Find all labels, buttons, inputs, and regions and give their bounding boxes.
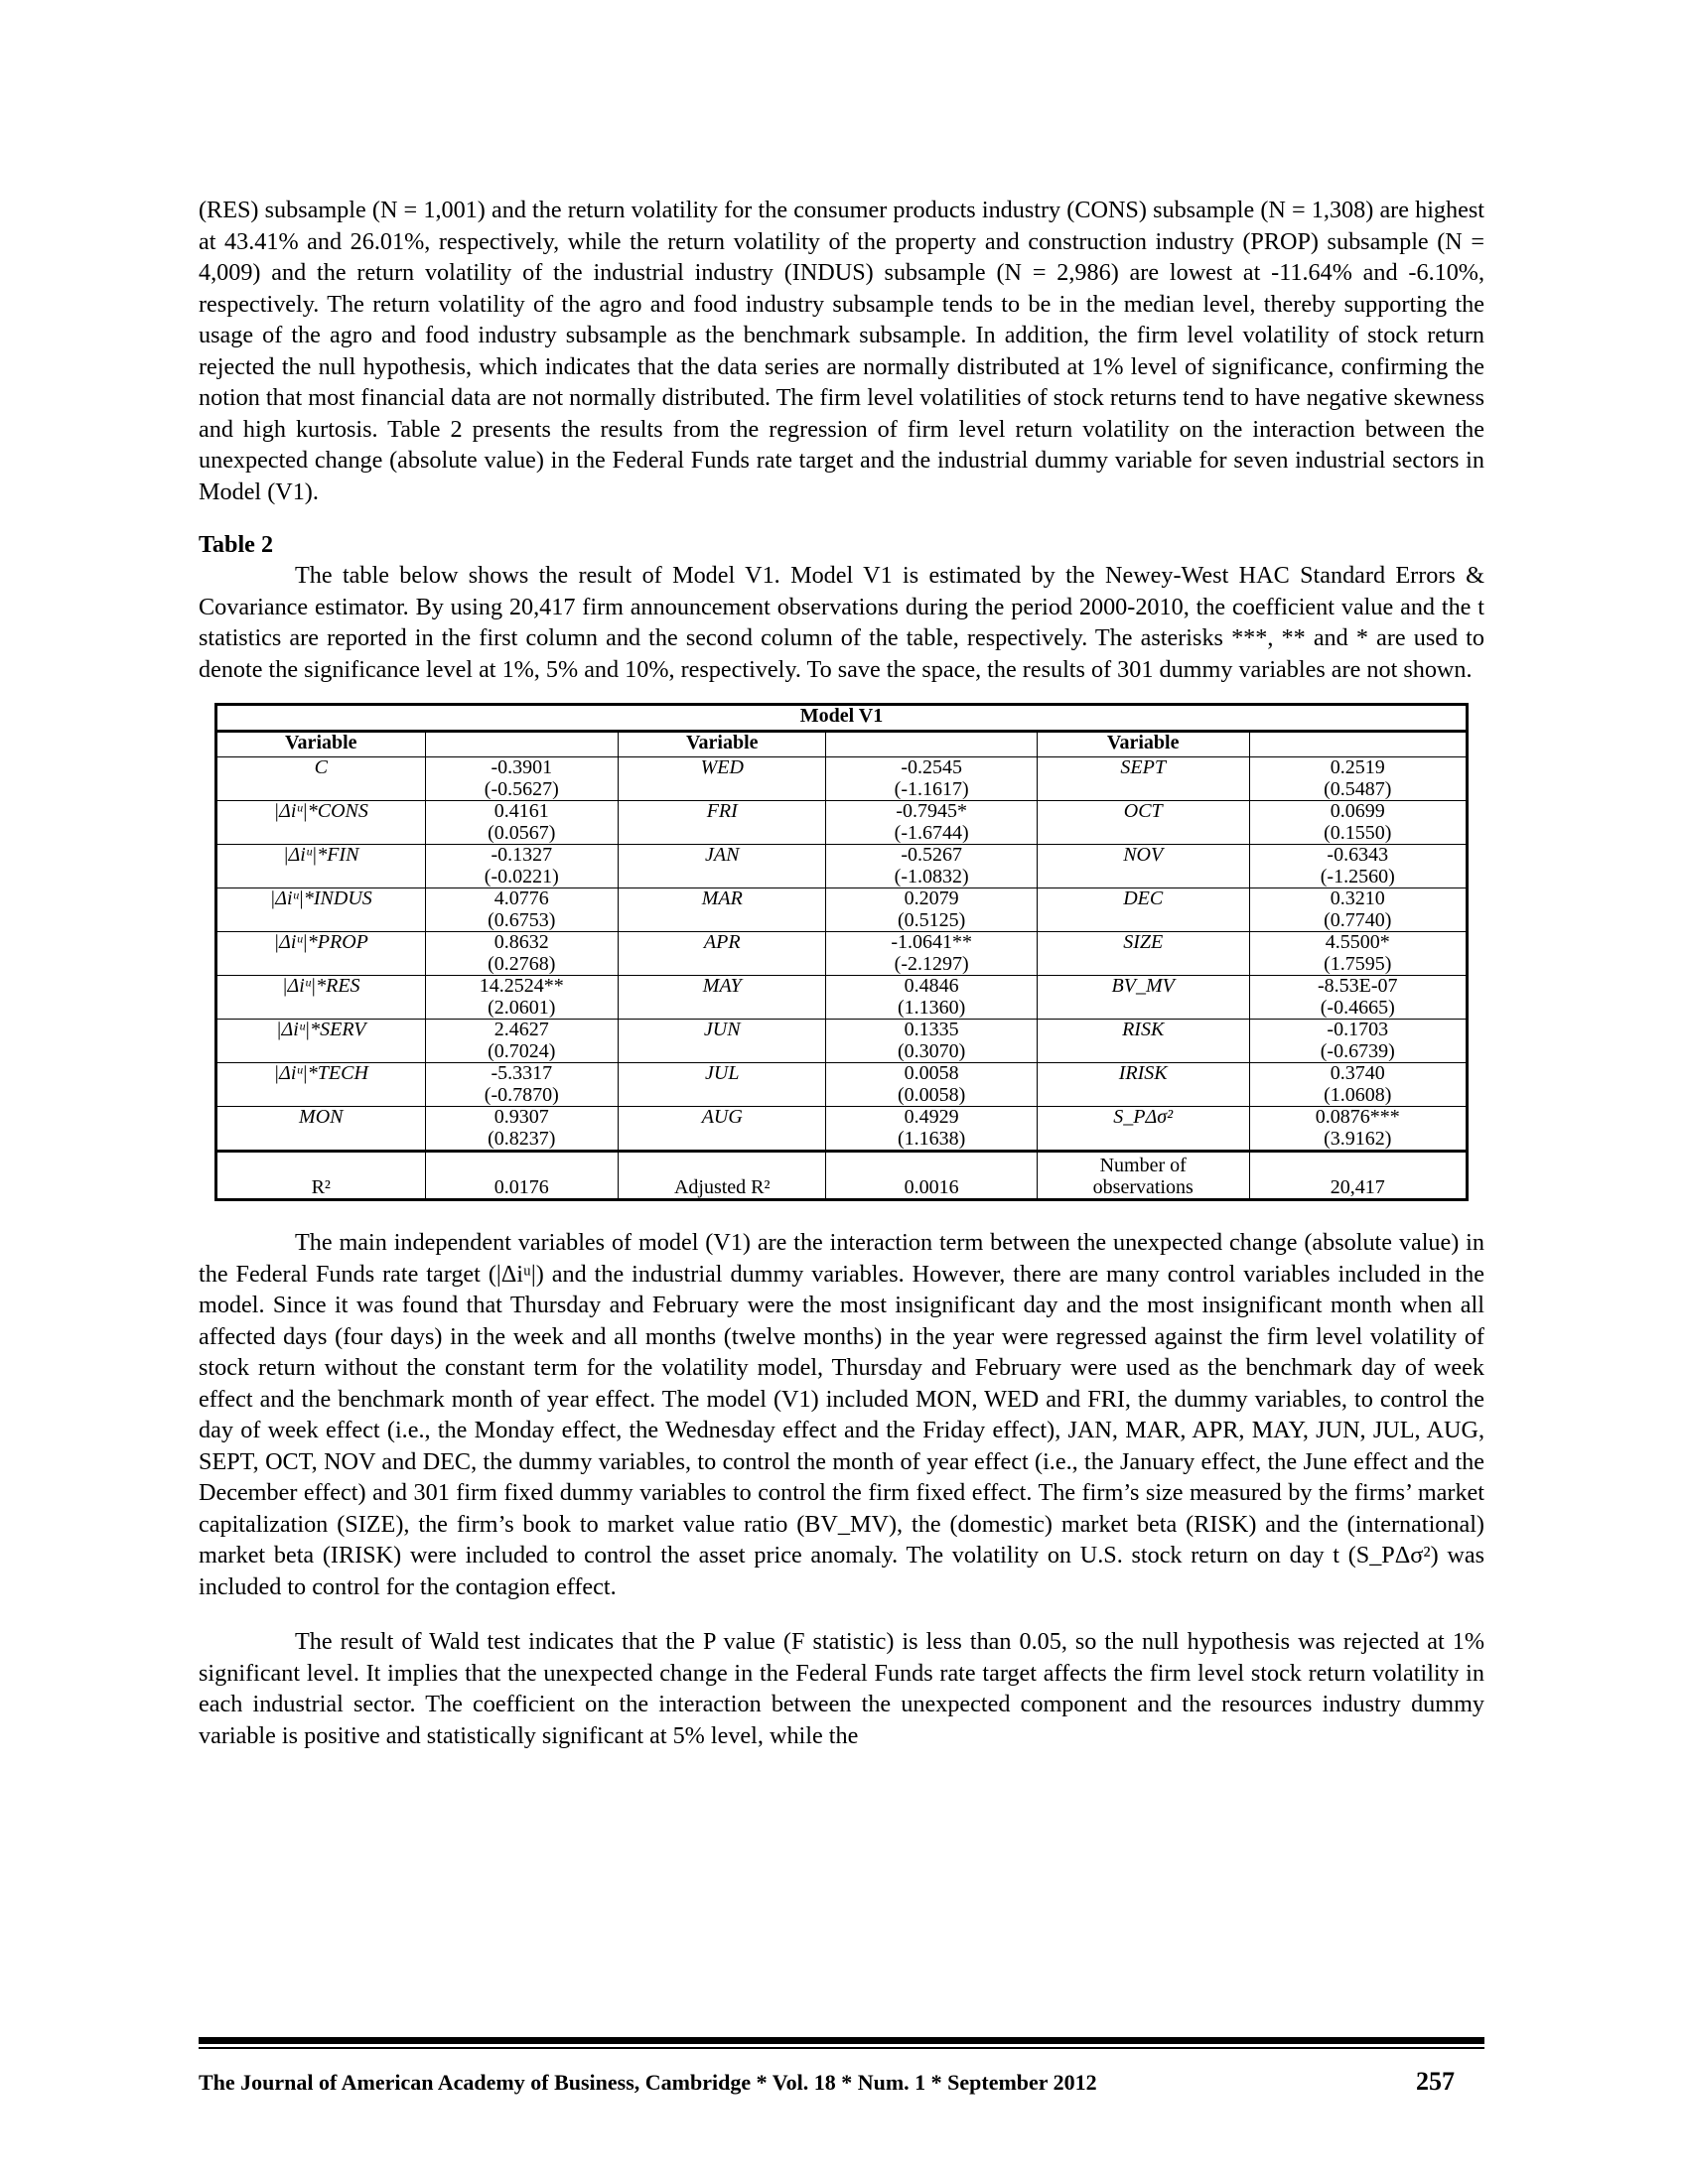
regression-table <box>214 703 1469 1201</box>
t-statistic-value: (-1.2560) <box>1320 865 1395 887</box>
coefficient-cell <box>826 1107 1037 1152</box>
coefficient-value: -0.3901 <box>491 756 553 778</box>
variable-name-cell: FRI <box>619 801 826 845</box>
coefficient-value: -5.3317 <box>491 1062 553 1084</box>
coefficient-value: 4.0776 <box>493 887 549 909</box>
variable-name-cell: S_PΔσ² <box>1037 1107 1249 1152</box>
table-row <box>216 801 1468 845</box>
coefficient-value: 0.2519 <box>1330 756 1385 778</box>
page-number: 257 <box>1416 2067 1455 2096</box>
t-statistic-value: (-0.6739) <box>1320 1039 1395 1062</box>
t-statistic-value: (0.1550) <box>1324 821 1392 844</box>
coefficient-cell <box>826 932 1037 976</box>
table-heading: Model V1 <box>216 705 1468 732</box>
t-statistic-value: (-1.6744) <box>894 821 969 844</box>
variable-name-cell: |Δiᵘ|*PROP <box>216 932 426 976</box>
coefficient-value: 0.0876*** <box>1315 1106 1400 1128</box>
coefficient-value: -0.6343 <box>1327 844 1389 866</box>
t-statistic-value: (-0.0221) <box>484 865 559 887</box>
t-statistic-value: (0.0058) <box>898 1083 966 1106</box>
variable-name-cell: APR <box>619 932 826 976</box>
observations-value: 20,417 <box>1249 1152 1467 1200</box>
t-statistic-value: (0.6753) <box>488 908 556 931</box>
coefficient-value: -0.2545 <box>901 756 962 778</box>
coefficient-cell <box>826 845 1037 888</box>
t-statistic-value: (-1.1617) <box>894 777 969 800</box>
t-statistic-value: (-0.5627) <box>484 777 559 800</box>
variable-name-cell: MON <box>216 1107 426 1152</box>
t-statistic-value: (1.1360) <box>898 996 966 1019</box>
t-statistic-value: (1.1638) <box>898 1127 966 1150</box>
coefficient-value: 2.4627 <box>493 1019 549 1040</box>
variable-name-cell: |Δiᵘ|*CONS <box>216 801 426 845</box>
coefficient-cell <box>1249 845 1467 888</box>
coefficient-value: 0.3210 <box>1330 887 1385 909</box>
footer-rule-thick <box>199 2037 1484 2044</box>
table-row <box>216 1063 1468 1107</box>
coefficient-value: 0.8632 <box>493 931 549 953</box>
coefficient-cell <box>425 757 619 801</box>
coefficient-value: 0.9307 <box>493 1106 549 1128</box>
t-statistic-value: (0.5125) <box>898 908 966 931</box>
coefficient-value: -0.1327 <box>491 844 553 866</box>
variable-name-cell: DEC <box>1037 888 1249 932</box>
table-caption: The table below shows the result of Model V1. Model V1 is estimated by the Newey-West HAC Standard Errors & Covariance estimator. By using 20,417 firm announcement observations during the period 2000-2010, the coefficient value and the t statistics are reported in the first column and the second column of the table, respectively. The asterisks ***, ** and * are used to denote the significance level at 1%, 5% and 10%, respectively. To save the space, the results of 301 dummy variables are not shown. <box>199 562 1484 683</box>
coefficient-cell <box>1249 976 1467 1020</box>
t-statistic-value: (0.2768) <box>488 952 556 975</box>
coefficient-cell <box>425 1063 619 1107</box>
t-statistic-value: (0.7024) <box>488 1039 556 1062</box>
column-header: Variable <box>619 732 826 757</box>
t-statistic-value: (0.7740) <box>1324 908 1392 931</box>
coefficient-cell <box>826 888 1037 932</box>
coefficient-cell <box>826 976 1037 1020</box>
coefficient-value: -8.53E-07 <box>1317 975 1398 997</box>
variable-name-cell: |Δiᵘ|*TECH <box>216 1063 426 1107</box>
variable-name-cell: JAN <box>619 845 826 888</box>
table-stats-row <box>216 1152 1468 1200</box>
coefficient-cell <box>1249 888 1467 932</box>
variable-name-cell: JUN <box>619 1020 826 1063</box>
paragraph-wald-test: The result of Wald test indicates that the P value (F statistic) is less than 0.05, so the null hypothesis was rejected at 1% significant level. It implies that the unexpected change in the Federal Funds rate target affects the firm level stock return volatility in each industrial sector. The coefficient on the interaction between the unexpected component and the resources industry dummy variable is positive and statistically significant at 5% level, while the <box>199 1628 1484 1749</box>
variable-name-cell: NOV <box>1037 845 1249 888</box>
t-statistic-value: (0.0567) <box>488 821 556 844</box>
coefficient-value: 4.5500* <box>1325 931 1390 953</box>
table-body <box>216 757 1468 1152</box>
journal-citation: The Journal of American Academy of Business, Cambridge * Vol. 18 * Num. 1 * September 2012 <box>199 2070 1097 2095</box>
coefficient-value: 0.4846 <box>904 975 959 997</box>
variable-name-cell: JUL <box>619 1063 826 1107</box>
table-row <box>216 1107 1468 1152</box>
observations-label: Number of observations <box>1037 1152 1249 1200</box>
variable-name-cell: |Δiᵘ|*INDUS <box>216 888 426 932</box>
t-statistic-value: (-0.4665) <box>1320 996 1395 1019</box>
coefficient-cell <box>425 801 619 845</box>
coefficient-cell <box>1249 932 1467 976</box>
coefficient-cell <box>425 1107 619 1152</box>
coefficient-value: 0.3740 <box>1330 1062 1385 1084</box>
t-statistic-value: (2.0601) <box>488 996 556 1019</box>
t-statistic-value: (-1.0832) <box>894 865 969 887</box>
coefficient-cell <box>826 1063 1037 1107</box>
coefficient-cell <box>425 932 619 976</box>
coefficient-cell <box>425 976 619 1020</box>
coefficient-cell <box>1249 757 1467 801</box>
column-header <box>1249 732 1467 757</box>
coefficient-cell <box>1249 801 1467 845</box>
table-row <box>216 757 1468 801</box>
adjusted-r2-label: Adjusted R² <box>619 1152 826 1200</box>
variable-name-cell: MAY <box>619 976 826 1020</box>
coefficient-value: 0.0058 <box>904 1062 959 1084</box>
page-footer <box>199 2037 1484 2097</box>
coefficient-cell <box>425 888 619 932</box>
variable-name-cell: RISK <box>1037 1020 1249 1063</box>
coefficient-value: 0.4161 <box>493 800 549 822</box>
column-header: Variable <box>216 732 426 757</box>
coefficient-value: -1.0641** <box>891 931 972 953</box>
t-statistic-value: (-2.1297) <box>894 952 969 975</box>
variable-name-cell: WED <box>619 757 826 801</box>
table-row <box>216 932 1468 976</box>
coefficient-cell <box>1249 1020 1467 1063</box>
coefficient-cell <box>826 1020 1037 1063</box>
coefficient-value: 0.4929 <box>904 1106 959 1128</box>
t-statistic-value: (0.5487) <box>1324 777 1392 800</box>
variable-name-cell: AUG <box>619 1107 826 1152</box>
t-statistic-value: (-0.7870) <box>484 1083 559 1106</box>
variable-name-cell: IRISK <box>1037 1063 1249 1107</box>
variable-name-cell: SIZE <box>1037 932 1249 976</box>
coefficient-cell <box>1249 1107 1467 1152</box>
variable-name-cell: MAR <box>619 888 826 932</box>
coefficient-value: 0.2079 <box>904 887 959 909</box>
column-header <box>826 732 1037 757</box>
variable-name-cell: |Δiᵘ|*RES <box>216 976 426 1020</box>
column-header <box>425 732 619 757</box>
coefficient-value: -0.1703 <box>1327 1019 1389 1040</box>
coefficient-cell <box>826 801 1037 845</box>
table-row <box>216 976 1468 1020</box>
coefficient-value: 14.2524** <box>479 975 564 997</box>
variable-name-cell: OCT <box>1037 801 1249 845</box>
r2-value: 0.0176 <box>425 1152 619 1200</box>
t-statistic-value: (3.9162) <box>1324 1127 1392 1150</box>
t-statistic-value: (0.8237) <box>488 1127 556 1150</box>
variable-name-cell: SEPT <box>1037 757 1249 801</box>
variable-name-cell: |Δiᵘ|*FIN <box>216 845 426 888</box>
coefficient-cell <box>425 1020 619 1063</box>
coefficient-cell <box>826 757 1037 801</box>
variable-name-cell: |Δiᵘ|*SERV <box>216 1020 426 1063</box>
coefficient-value: 0.1335 <box>904 1019 959 1040</box>
table-title: Table 2 <box>199 531 274 558</box>
variable-name-cell: C <box>216 757 426 801</box>
r2-label: R² <box>216 1152 426 1200</box>
table-row <box>216 1020 1468 1063</box>
adjusted-r2-value: 0.0016 <box>826 1152 1037 1200</box>
variable-name-cell: BV_MV <box>1037 976 1249 1020</box>
table-row <box>216 888 1468 932</box>
coefficient-cell <box>1249 1063 1467 1107</box>
footer-rule-thin <box>199 2047 1484 2049</box>
table-row <box>216 845 1468 888</box>
coefficient-value: 0.0699 <box>1330 800 1385 822</box>
coefficient-value: -0.5267 <box>901 844 962 866</box>
t-statistic-value: (1.7595) <box>1324 952 1392 975</box>
page-body <box>199 195 1484 1751</box>
coefficient-cell <box>425 845 619 888</box>
paragraph-intro: (RES) subsample (N = 1,001) and the return volatility for the consumer products industry (CONS) subsample (N = 1,308) are highest at 43.41% and 26.01%, respectively, while the return volatility of the property and construction industry (PROP) subsample (N = 4,009) and the return volatility of the industrial industry (INDUS) subsample (N = 2,986) are lowest at -11.64% and -6.10%, respectively. The return volatility of the agro and food industry subsample tends to be in the median level, thereby supporting the usage of the agro and food industry subsample as the benchmark subsample. In addition, the firm level volatility of stock return rejected the null hypothesis, which indicates that the data series are normally distributed at 1% level of significance, confirming the notion that most financial data are not normally distributed. The firm level volatilities of stock returns tend to have negative skewness and high kurtosis. Table 2 presents the results from the regression of firm level return volatility on the interaction between the unexpected change (absolute value) in the Federal Funds rate target and the industrial dummy variable for seven industrial sectors in Model (V1). <box>199 197 1484 505</box>
paragraph-model-description: The main independent variables of model (V1) are the interaction term between the unexpected change (absolute value) in the Federal Funds rate target (|Δiᵘ|) and the industrial dummy variables. However, there are many control variables included in the model. Since it was found that Thursday and February were the most insignificant day and the most insignificant month when all affected days (four days) in the week and all months (twelve months) in the year were regressed against the firm level volatility of stock return without the constant term for the volatility model, Thursday and February were used as the benchmark day of week effect and the benchmark month of year effect. The model (V1) included MON, WED and FRI, the dummy variables, to control the day of week effect (i.e., the Monday effect, the Wednesday effect and the Friday effect), JAN, MAR, APR, MAY, JUN, JUL, AUG, SEPT, OCT, NOV and DEC, the dummy variables, to control the month of year effect (i.e., the January effect, the June effect and the December effect) and 301 firm fixed dummy variables to control the firm fixed effect. The firm’s size measured by the firms’ market capitalization (SIZE), the firm’s book to market value ratio (BV_MV), the (domestic) market beta (RISK) and the (international) market beta (IRISK) were included to control the asset price anomaly. The volatility on U.S. stock return on day t (S_PΔσ²) was included to control for the contagion effect. <box>199 1229 1484 1600</box>
t-statistic-value: (0.3070) <box>898 1039 966 1062</box>
t-statistic-value: (1.0608) <box>1324 1083 1392 1106</box>
coefficient-value: -0.7945* <box>896 800 967 822</box>
column-header: Variable <box>1037 732 1249 757</box>
table-header-row <box>216 732 1468 757</box>
